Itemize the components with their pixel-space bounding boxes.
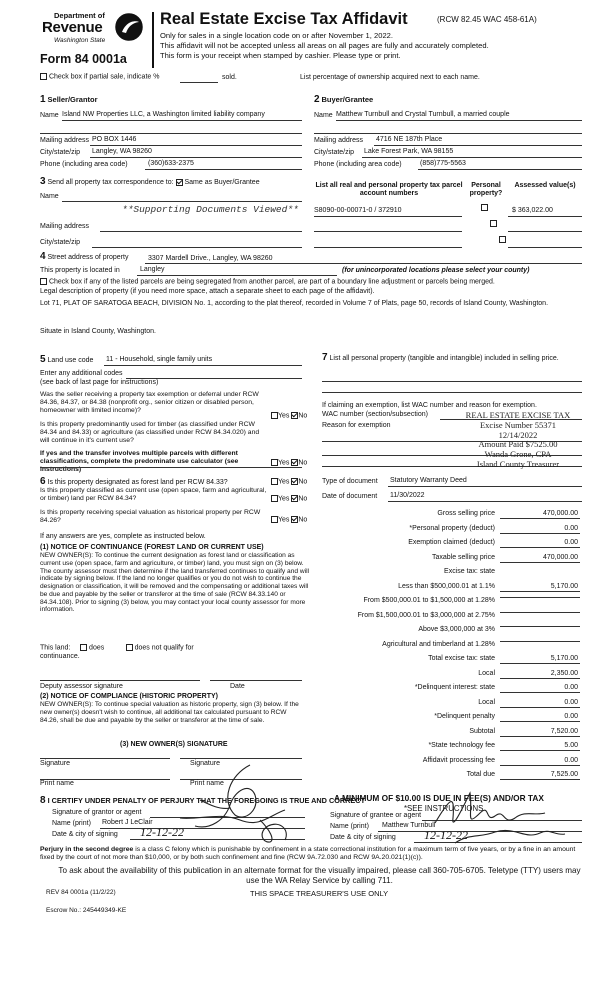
deputy-date-label: Date [230, 683, 245, 690]
tax-row-value[interactable] [500, 612, 580, 613]
buyer-heading: 2 Buyer/Grantee [314, 94, 374, 105]
located-field[interactable]: Langley [140, 266, 165, 273]
notice2-body: NEW OWNER(S): To continue special valuation as historic property, sign (3) below. If the new owner(s) doesn't wish to continue, all additional tax calculated pursuant to RCW 84.26, shall be due and payable by the seller or transferor at the time of sale. [40, 701, 299, 724]
tax-row [330, 684, 580, 696]
seller-phone-label: Phone (including area code) [40, 161, 128, 168]
see-back-note: (see back of last page for instructions) [40, 379, 159, 386]
correspondence-heading: 3 Send all property tax correspondence to: Same as Buyer/Grantee [40, 176, 260, 187]
tax-row-value[interactable]: 5.00 [500, 742, 580, 751]
tax-row-value[interactable] [500, 641, 580, 642]
forest-q3: Is this property receiving special valuation as historical property per RCW 84.26? [40, 509, 261, 525]
tax-row [330, 728, 580, 740]
tax-row [330, 742, 580, 754]
segregated-row: Check box if any of the listed parcels are being segregated from another parcel, are part of a boundary line adjustment or parcels being merged. [40, 278, 495, 287]
owner-sig-label-2: Signature [190, 760, 220, 767]
forest-q2-yes[interactable] [271, 495, 278, 502]
parcel-col2-header: Personal property? [469, 182, 503, 198]
seller-city-field[interactable]: Langley, WA 98260 [92, 148, 152, 155]
tax-row [330, 757, 580, 769]
forest-q3-no[interactable] [291, 516, 298, 523]
parcel-col1-header: List all real and personal property tax parcel account numbers [315, 182, 463, 198]
buyer-mail-field[interactable]: 4716 NE 187th Place [376, 136, 443, 143]
forest-q1-yes[interactable] [271, 478, 278, 485]
notice2-title: (2) NOTICE OF COMPLIANCE (HISTORIC PROPERTY) [40, 693, 218, 700]
header-note2: This affidavit will not be accepted unless all areas on all pages are fully and accurately completed. [160, 41, 489, 50]
tax-row-value[interactable]: 7,520.00 [500, 728, 580, 737]
corr-mail-label: Mailing address [40, 223, 90, 230]
grantor-name-label: Name (print) [52, 820, 91, 827]
personal-property-checkbox-2[interactable] [490, 220, 497, 227]
buyer-city-label: City/state/zip [314, 149, 355, 156]
grantee-name-field[interactable]: Matthew Turnbull [382, 822, 436, 829]
legal-situate: Situate in Island County, Washington. [40, 328, 156, 335]
parcel-number-1[interactable]: S8090-00-00071-0 / 372910 [314, 207, 402, 214]
reason-label: Reason for exemption [322, 422, 391, 429]
does-qualify-checkbox[interactable] [80, 644, 87, 651]
land-q2a: Is this property predominantly used for timber (as classified under RCW 84.34 and 84.33) or agriculture (as classified under RCW 84.34.020) and will continue in it's current use? [40, 421, 260, 445]
partial-label-c: List percentage of ownership acquired next to each name. [300, 74, 480, 81]
buyer-name-label: Name [314, 112, 333, 119]
tax-row-value[interactable]: 0.00 [500, 713, 580, 722]
legal-description: Lot 71, PLAT OF SARATOGA BEACH, DIVISION No. 1, according to the plat thereof, recorded in Volume 7 of Plats, page 50, records of Island County, Washington. [40, 300, 549, 307]
tax-row-label: Local [478, 698, 495, 706]
tax-row-value[interactable]: 7,525.00 [500, 771, 580, 780]
tax-row-label: *Delinquent penalty [434, 713, 495, 720]
revenue-swoosh-icon [114, 12, 144, 42]
tax-row [330, 713, 580, 725]
grantor-name-field[interactable]: Robert J LeClair [102, 819, 153, 826]
partial-sale-row [40, 73, 159, 82]
partial-percent-field[interactable] [180, 82, 218, 83]
tax-row-value[interactable]: 470,000.00 [500, 510, 580, 519]
tax-row-label: Agricultural and timberland at 1.28% [382, 640, 495, 648]
tax-row [330, 641, 580, 653]
alternate-format-note: To ask about the availability of this publication in an alternate format for the visually impaired, please call 360-705-6705. Teletype (TTY) users may use the WA Relay Service by calling 711. [58, 866, 581, 885]
grantee-sig-label: Signature of grantee or agent [330, 812, 422, 819]
tax-row [330, 510, 580, 522]
parcel-col3-header: Assessed value(s) [514, 182, 576, 189]
buyer-phone-label: Phone (including area code) [314, 161, 402, 168]
dept-line3: Washington State [54, 37, 106, 44]
tax-row [330, 670, 580, 682]
revenue-logo [40, 10, 148, 50]
grantor-date-label: Date & city of signing [52, 831, 118, 838]
this-land-row: This land: does does not qualify for [40, 644, 194, 652]
tax-row-label: *Personal property (deduct) [409, 524, 495, 532]
corr-supporting-docs: **Supporting Documents Viewed** [122, 204, 299, 215]
see-instructions-note: *SEE INSTRUCTIONS [404, 804, 484, 813]
land-q2-yes[interactable] [271, 459, 278, 466]
tax-row-label: Total excise tax: state [428, 655, 495, 662]
grantor-signature-scribble [150, 760, 310, 845]
street-heading: 4 Street address of property [40, 251, 129, 262]
seller-phone-field[interactable]: (360)633-2375 [148, 160, 194, 167]
owner-print-label-1: Print name [40, 780, 74, 787]
tax-row-value[interactable]: 5,170.00 [500, 655, 580, 664]
segregated-checkbox[interactable] [40, 278, 47, 285]
tax-row-label: Local [478, 669, 495, 677]
form-title-ref: (RCW 82.45 WAC 458-61A) [437, 15, 537, 24]
tax-row [330, 771, 580, 783]
exemption-note: If claiming an exemption, list WAC number and reason for exemption. [322, 402, 537, 409]
header-note1: Only for sales in a single location code on or after November 1, 2022. [160, 31, 394, 40]
tax-row-value[interactable] [500, 597, 580, 598]
tax-row [330, 626, 580, 638]
doc-type-field[interactable]: Statutory Warranty Deed [390, 477, 467, 484]
land-q1-yes[interactable] [271, 412, 278, 419]
perjury-note: Perjury in the second degree is a class C felony which is punishable by confinement in a state correctional institution for a maximum term of five years, or by a fine in an amount fixed by the court of not more than $10,000, or by both such confinement and fine (RCW 9A.72.030 and RCW 9A.20.021(1)(c)). [40, 846, 576, 862]
tax-row-value[interactable]: 0.00 [500, 757, 580, 766]
seller-mail-label: Mailing address [40, 137, 90, 144]
tax-row-label: Total due [466, 771, 495, 778]
forest-q2-yesno: Yes No [271, 495, 307, 504]
notice1-body: NEW OWNER(S): To continue the current designation as forest land or classification as current use (open space, farm and agriculture, or timber) land, you must sign on (3) below. The county assessor must then determine if the land transferred continues to qualify and will indicate by signing below. If the land no longer qualifies or you do not wish to continue the designation or classification, it will be removed and the compensating or additional taxes will be due and payable by the seller or transferor at the time of sale (RCW 84.33.140 or 84.34.108). Prior to signing (3) below, you may contact your local county assessor for more information. [40, 552, 310, 614]
tax-row-label: *State technology fee [428, 742, 495, 749]
buyer-phone-field[interactable]: (858)775-5563 [420, 160, 466, 167]
legal-label: Legal description of property (if you need more space, attach a separate sheet to each page of the affidavit). [40, 288, 375, 295]
tax-row-value[interactable]: 5,170.00 [500, 583, 580, 592]
tax-row-label: Gross selling price [437, 510, 495, 517]
certify-heading: 8 I CERTIFY UNDER PENALTY OF PERJURY THAT THE FOREGOING IS TRUE AND CORRECT [40, 795, 366, 806]
grantee-date-field[interactable]: 12-12-22 [424, 828, 468, 842]
assessed-value-1[interactable]: $ 363,022.00 [512, 207, 553, 214]
tax-row-label: From $500,000.01 to $1,500,000 at 1.28% [363, 597, 495, 604]
additional-codes-label: Enter any additional codes [40, 370, 123, 377]
owner-print-label-2: Print name [190, 780, 224, 787]
partial-sale-checkbox[interactable] [40, 73, 47, 80]
tax-row [330, 699, 580, 711]
tax-row-value[interactable]: 0.00 [500, 525, 580, 534]
tax-row-value[interactable]: 0.00 [500, 699, 580, 708]
land-q1-yesno: Yes No [271, 412, 307, 421]
land-q2-no[interactable] [291, 459, 298, 466]
corr-name-label: Name [40, 193, 59, 200]
forest-q3-yes[interactable] [271, 516, 278, 523]
tax-row [330, 655, 580, 667]
land-use-code-field[interactable]: 11 - Household, single family units [106, 356, 213, 363]
land-use-heading: 5 Land use code [40, 354, 94, 365]
tax-row-value[interactable]: 0.00 [500, 684, 580, 693]
dept-line1: Department of [54, 11, 105, 20]
minimum-due-note: A MINIMUM OF $10.00 IS DUE IN FEE(S) AND/OR TAX [334, 793, 544, 803]
form-number: Form 84 0001a [40, 52, 127, 66]
tax-row-label: Less than $500,000.01 at 1.1% [398, 582, 495, 590]
header-note3: This form is your receipt when stamped by cashier. Please type or print. [160, 51, 401, 60]
buyer-city-field[interactable]: Lake Forest Park, WA 98155 [364, 148, 454, 155]
seller-heading: 1 Seller/Grantor [40, 94, 98, 105]
land-q1: Was the seller receiving a property tax exemption or deferral under RCW 84.36, 84.37, or 84.38 (nonprofit org., senior citizen or disabled person, homeowner with limited income)? [40, 391, 259, 415]
seller-city-label: City/state/zip [40, 149, 81, 156]
land-q2-yesno: Yes No [271, 459, 307, 468]
located-label: This property is located in [40, 267, 120, 274]
notice3-title: (3) NEW OWNER(S) SIGNATURE [120, 741, 228, 748]
tax-row-label: From $1,500,000.01 to $3,000,000 at 2.75% [357, 611, 495, 619]
tax-row [330, 612, 580, 624]
escrow-number: Escrow No.: 245449349-KE [46, 907, 127, 914]
tax-row [330, 568, 580, 580]
forest-q3-yesno: Yes No [271, 516, 307, 525]
tax-row [330, 597, 580, 609]
unincorporated-note: (for unincorporated locations please select your county) [342, 267, 530, 274]
land-q1-no[interactable] [291, 412, 298, 419]
does-not-qualify-checkbox[interactable] [126, 644, 133, 651]
corr-city-label: City/state/zip [40, 239, 81, 246]
buyer-name-field[interactable]: Matthew Turnbull and Crystal Turnbull, a married couple [336, 111, 510, 118]
seller-mail-field[interactable]: PO BOX 1446 [92, 136, 137, 143]
notice1-title: (1) NOTICE OF CONTINUANCE (FOREST LAND OR CURRENT USE) [40, 544, 264, 551]
rev-number: REV 84 0001a (11/2/22) [46, 889, 116, 896]
doc-type-label: Type of document [322, 478, 378, 485]
forest-q1-no[interactable] [291, 478, 298, 485]
doc-date-field[interactable]: 11/30/2022 [390, 492, 425, 499]
tax-row [330, 525, 580, 537]
continuance-label: continuance. [40, 653, 80, 660]
street-address-field[interactable]: 3307 Mardell Drive., Langley, WA 98260 [148, 255, 273, 262]
tax-row [330, 539, 580, 551]
forest-q2: Is this property classified as current use (open space, farm and agricultural, or timber) land per RCW 84.34? [40, 487, 267, 503]
grantor-date-field[interactable]: 12-12-22 [140, 825, 184, 839]
tax-row [330, 554, 580, 566]
forest-q2-no[interactable] [291, 495, 298, 502]
treasurer-use-note: THIS SPACE TREASURER'S USE ONLY [250, 889, 389, 898]
tax-row-value[interactable]: 2,350.00 [500, 670, 580, 679]
grantee-date-label: Date & city of signing [330, 834, 396, 841]
tax-row-label: Taxable selling price [431, 553, 495, 561]
personal-property-checkbox-1[interactable] [481, 204, 488, 211]
tax-row [330, 583, 580, 595]
grantee-signature-scribble [425, 788, 585, 848]
form-title: Real Estate Excise Tax Affidavit [160, 10, 408, 28]
tax-row-label: *Delinquent interest: state [414, 684, 495, 691]
doc-date-label: Date of document [322, 493, 378, 500]
tax-row-value[interactable]: 470,000.00 [500, 554, 580, 563]
seller-name-field[interactable]: Island NW Properties LLC, a Washington limited liability company [62, 111, 265, 118]
grantee-name-label: Name (print) [330, 823, 369, 830]
same-as-buyer-checkbox[interactable] [176, 179, 183, 186]
tax-row-label: Exemption claimed (deduct) [408, 539, 495, 546]
tax-row-value[interactable] [500, 626, 580, 627]
tax-row-value[interactable]: 0.00 [500, 539, 580, 548]
tax-row-label: Subtotal [469, 727, 495, 735]
forest-q1: 6 Is this property designated as forest land per RCW 84.33? [40, 476, 228, 487]
forest-q1-yesno: Yes No [271, 478, 307, 487]
owner-sig-label-1: Signature [40, 760, 70, 767]
any-yes-note: If any answers are yes, complete as instructed below. [40, 533, 206, 540]
tax-row-label: Above $3,000,000 at 3% [418, 626, 495, 633]
tax-row-label: Affidavit processing fee [422, 756, 495, 764]
land-q2b: If yes and the transfer involves multiple parcels with different classifications, complete the predominate use calculator (see instructions) [40, 450, 239, 474]
partial-label-b: sold. [222, 74, 237, 81]
wac-label: WAC number (section/subsection) [322, 411, 428, 418]
treasurer-stamp: REAL ESTATE EXCISE TAX Excise Number 55371 12/14/2022 Amount Paid $7525.00 Wanda Grone, CPA Island County Treasurer [465, 410, 571, 469]
seller-name-label: Name [40, 112, 59, 119]
tax-row-label: Excise tax: state [444, 568, 495, 575]
partial-label-a: Check box if partial sale, indicate % [48, 73, 160, 81]
grantor-sig-label: Signature of grantor or agent [52, 809, 142, 816]
header-divider [152, 12, 154, 68]
buyer-mail-label: Mailing address [314, 137, 364, 144]
deputy-label: Deputy assessor signature [40, 683, 123, 690]
personal-property-checkbox-3[interactable] [499, 236, 506, 243]
dept-line2: Revenue [42, 19, 103, 36]
personal-property-heading: 7 List all personal property (tangible and intangible) included in selling price. [322, 352, 559, 363]
